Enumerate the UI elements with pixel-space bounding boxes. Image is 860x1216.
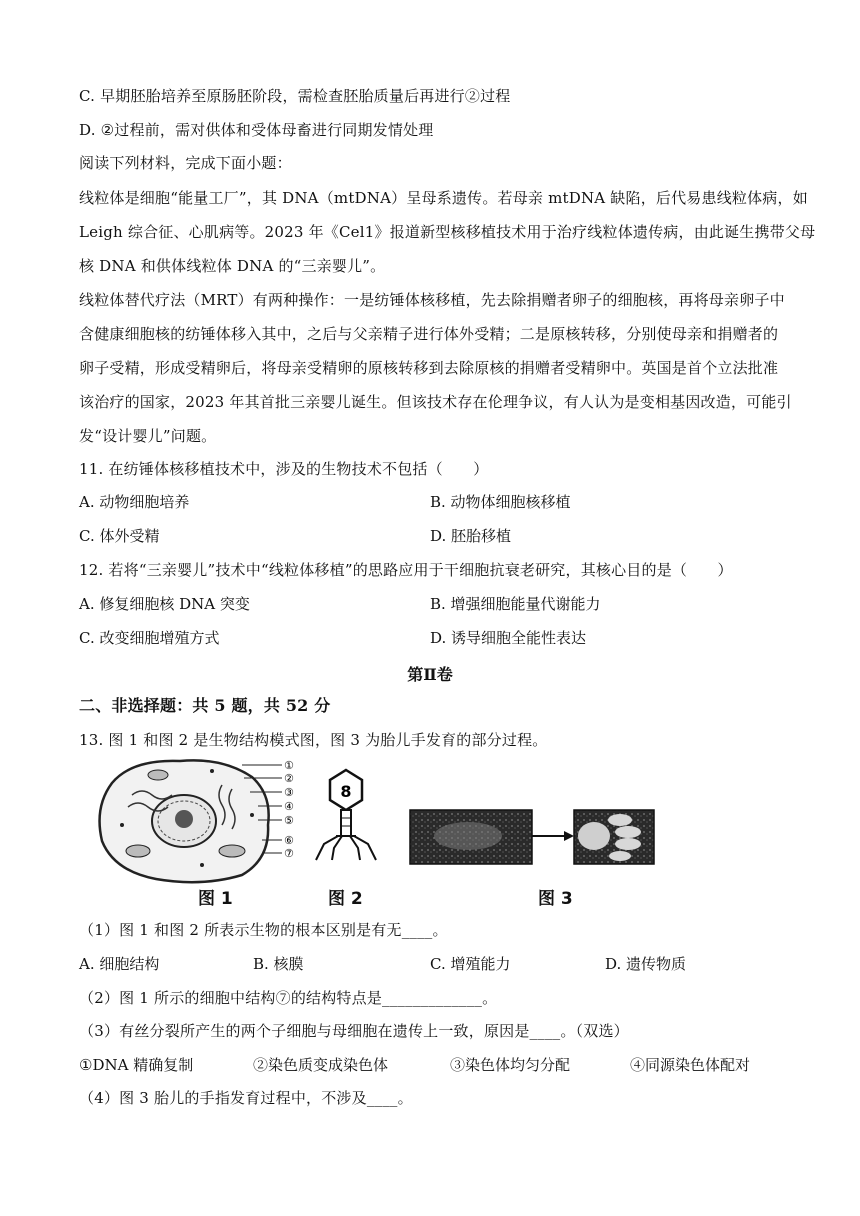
fig2-caption: 图 2	[328, 889, 363, 909]
q12-option-a: A. 修复细胞核 DNA 突变	[79, 595, 250, 613]
fig1-caption: 图 1	[198, 889, 233, 909]
q10-option-c: C. 早期胚胎培养至原肠胚阶段，需检查胚胎质量后再进行②过程	[79, 87, 511, 105]
q11-option-d: D. 胚胎移植	[430, 527, 512, 545]
fig1-label-1: ①	[284, 759, 294, 772]
q12-option-d: D. 诱导细胞全能性表达	[430, 629, 587, 647]
q13-sub3-option-1: ①DNA 精确复制	[79, 1056, 194, 1074]
fig1-label-6: ⑥	[284, 834, 294, 847]
q13-sub3-option-4: ④同源染色体配对	[630, 1056, 751, 1074]
reading-p2-line4: 该治疗的国家，2023 年其首批三亲婴儿诞生。但该技术存在伦理争议，有人认为是变相基因改造，可能引	[79, 393, 792, 411]
fig1-label-7: ⑦	[284, 847, 294, 860]
q13-sub3-option-3: ③染色体均匀分配	[450, 1056, 571, 1074]
q10-option-d: D. ②过程前，需对供体和受体母畜进行同期发情处理	[79, 121, 434, 139]
reading-p2-line3: 卵子受精，形成受精卵后，将母亲受精卵的原核转移到去除原核的捐赠者受精卵中。英国是首个立法批准	[79, 359, 779, 377]
fig1-label-5: ⑤	[284, 814, 294, 827]
figure-1-cell-diagram	[92, 755, 302, 885]
q12-option-b: B. 增强细胞能量代谢能力	[430, 595, 601, 613]
q13-sub4: （4）图 3 胎儿的手指发育过程中，不涉及____。	[79, 1089, 413, 1107]
section-title: 第Ⅱ卷	[407, 665, 453, 684]
q12-stem: 12. 若将“三亲婴儿”技术中“线粒体移植”的思路应用于干细胞抗衰老研究，其核心目的是（ ）	[79, 561, 733, 579]
reading-intro: 阅读下列材料，完成下面小题：	[79, 154, 292, 172]
q13-sub3: （3）有丝分裂所产生的两个子细胞与母细胞在遗传上一致，原因是____。（双选）	[79, 1022, 629, 1040]
reading-p2-line1: 线粒体替代疗法（MRT）有两种操作：一是纺锤体核移植，先去除捐赠者卵子的细胞核，再将母亲卵子中	[79, 291, 785, 309]
q13-stem: 13. 图 1 和图 2 是生物结构模式图，图 3 为胎儿手发育的部分过程。	[79, 731, 548, 749]
q11-stem: 11. 在纺锤体核移植技术中，涉及的生物技术不包括（ ）	[79, 460, 489, 478]
figure-2-phage-diagram	[312, 768, 380, 864]
fig3-caption: 图 3	[538, 889, 573, 909]
reading-p1-line3: 核 DNA 和供体线粒体 DNA 的“三亲婴儿”。	[79, 257, 386, 275]
q13-sub2: （2）图 1 所示的细胞中结构⑦的结构特点是_____________。	[79, 989, 498, 1007]
reading-p2-line5: 发“设计婴儿”问题。	[79, 427, 217, 445]
q13-sub3-option-2: ②染色质变成染色体	[253, 1056, 389, 1074]
q13-sub1-option-c: C. 增殖能力	[430, 955, 511, 973]
reading-p1-line2: Leigh 综合征、心肌病等。2023 年《Cel1》报道新型核移植技术用于治疗线粒体遗传病，由此诞生携带父母	[79, 223, 816, 241]
q13-sub1-option-b: B. 核膜	[253, 955, 304, 973]
reading-p1-line1: 线粒体是细胞“能量工厂”，其 DNA（mtDNA）呈母系遗传。若母亲 mtDNA 缺陷，后代易患线粒体病，如	[79, 189, 808, 207]
fig1-label-2: ②	[284, 772, 294, 785]
q13-sub1-option-a: A. 细胞结构	[79, 955, 160, 973]
fig1-label-3: ③	[284, 786, 294, 799]
q13-sub1: （1）图 1 和图 2 所表示生物的根本区别是有无____。	[79, 921, 448, 939]
fig1-label-4: ④	[284, 800, 294, 813]
q11-option-a: A. 动物细胞培养	[79, 493, 190, 511]
section-heading: 二、非选择题：共 5 题，共 52 分	[79, 696, 331, 715]
q12-option-c: C. 改变细胞增殖方式	[79, 629, 220, 647]
fig2-head-label: 8	[340, 782, 352, 801]
q13-sub1-option-d: D. 遗传物质	[605, 955, 687, 973]
reading-p2-line2: 含健康细胞核的纺锤体移入其中，之后与父亲精子进行体外受精；二是原核转移，分别使母亲和捐赠者的	[79, 325, 779, 343]
q11-option-b: B. 动物体细胞核移植	[430, 493, 571, 511]
q11-option-c: C. 体外受精	[79, 527, 160, 545]
figure-3-hand-development	[408, 806, 658, 868]
